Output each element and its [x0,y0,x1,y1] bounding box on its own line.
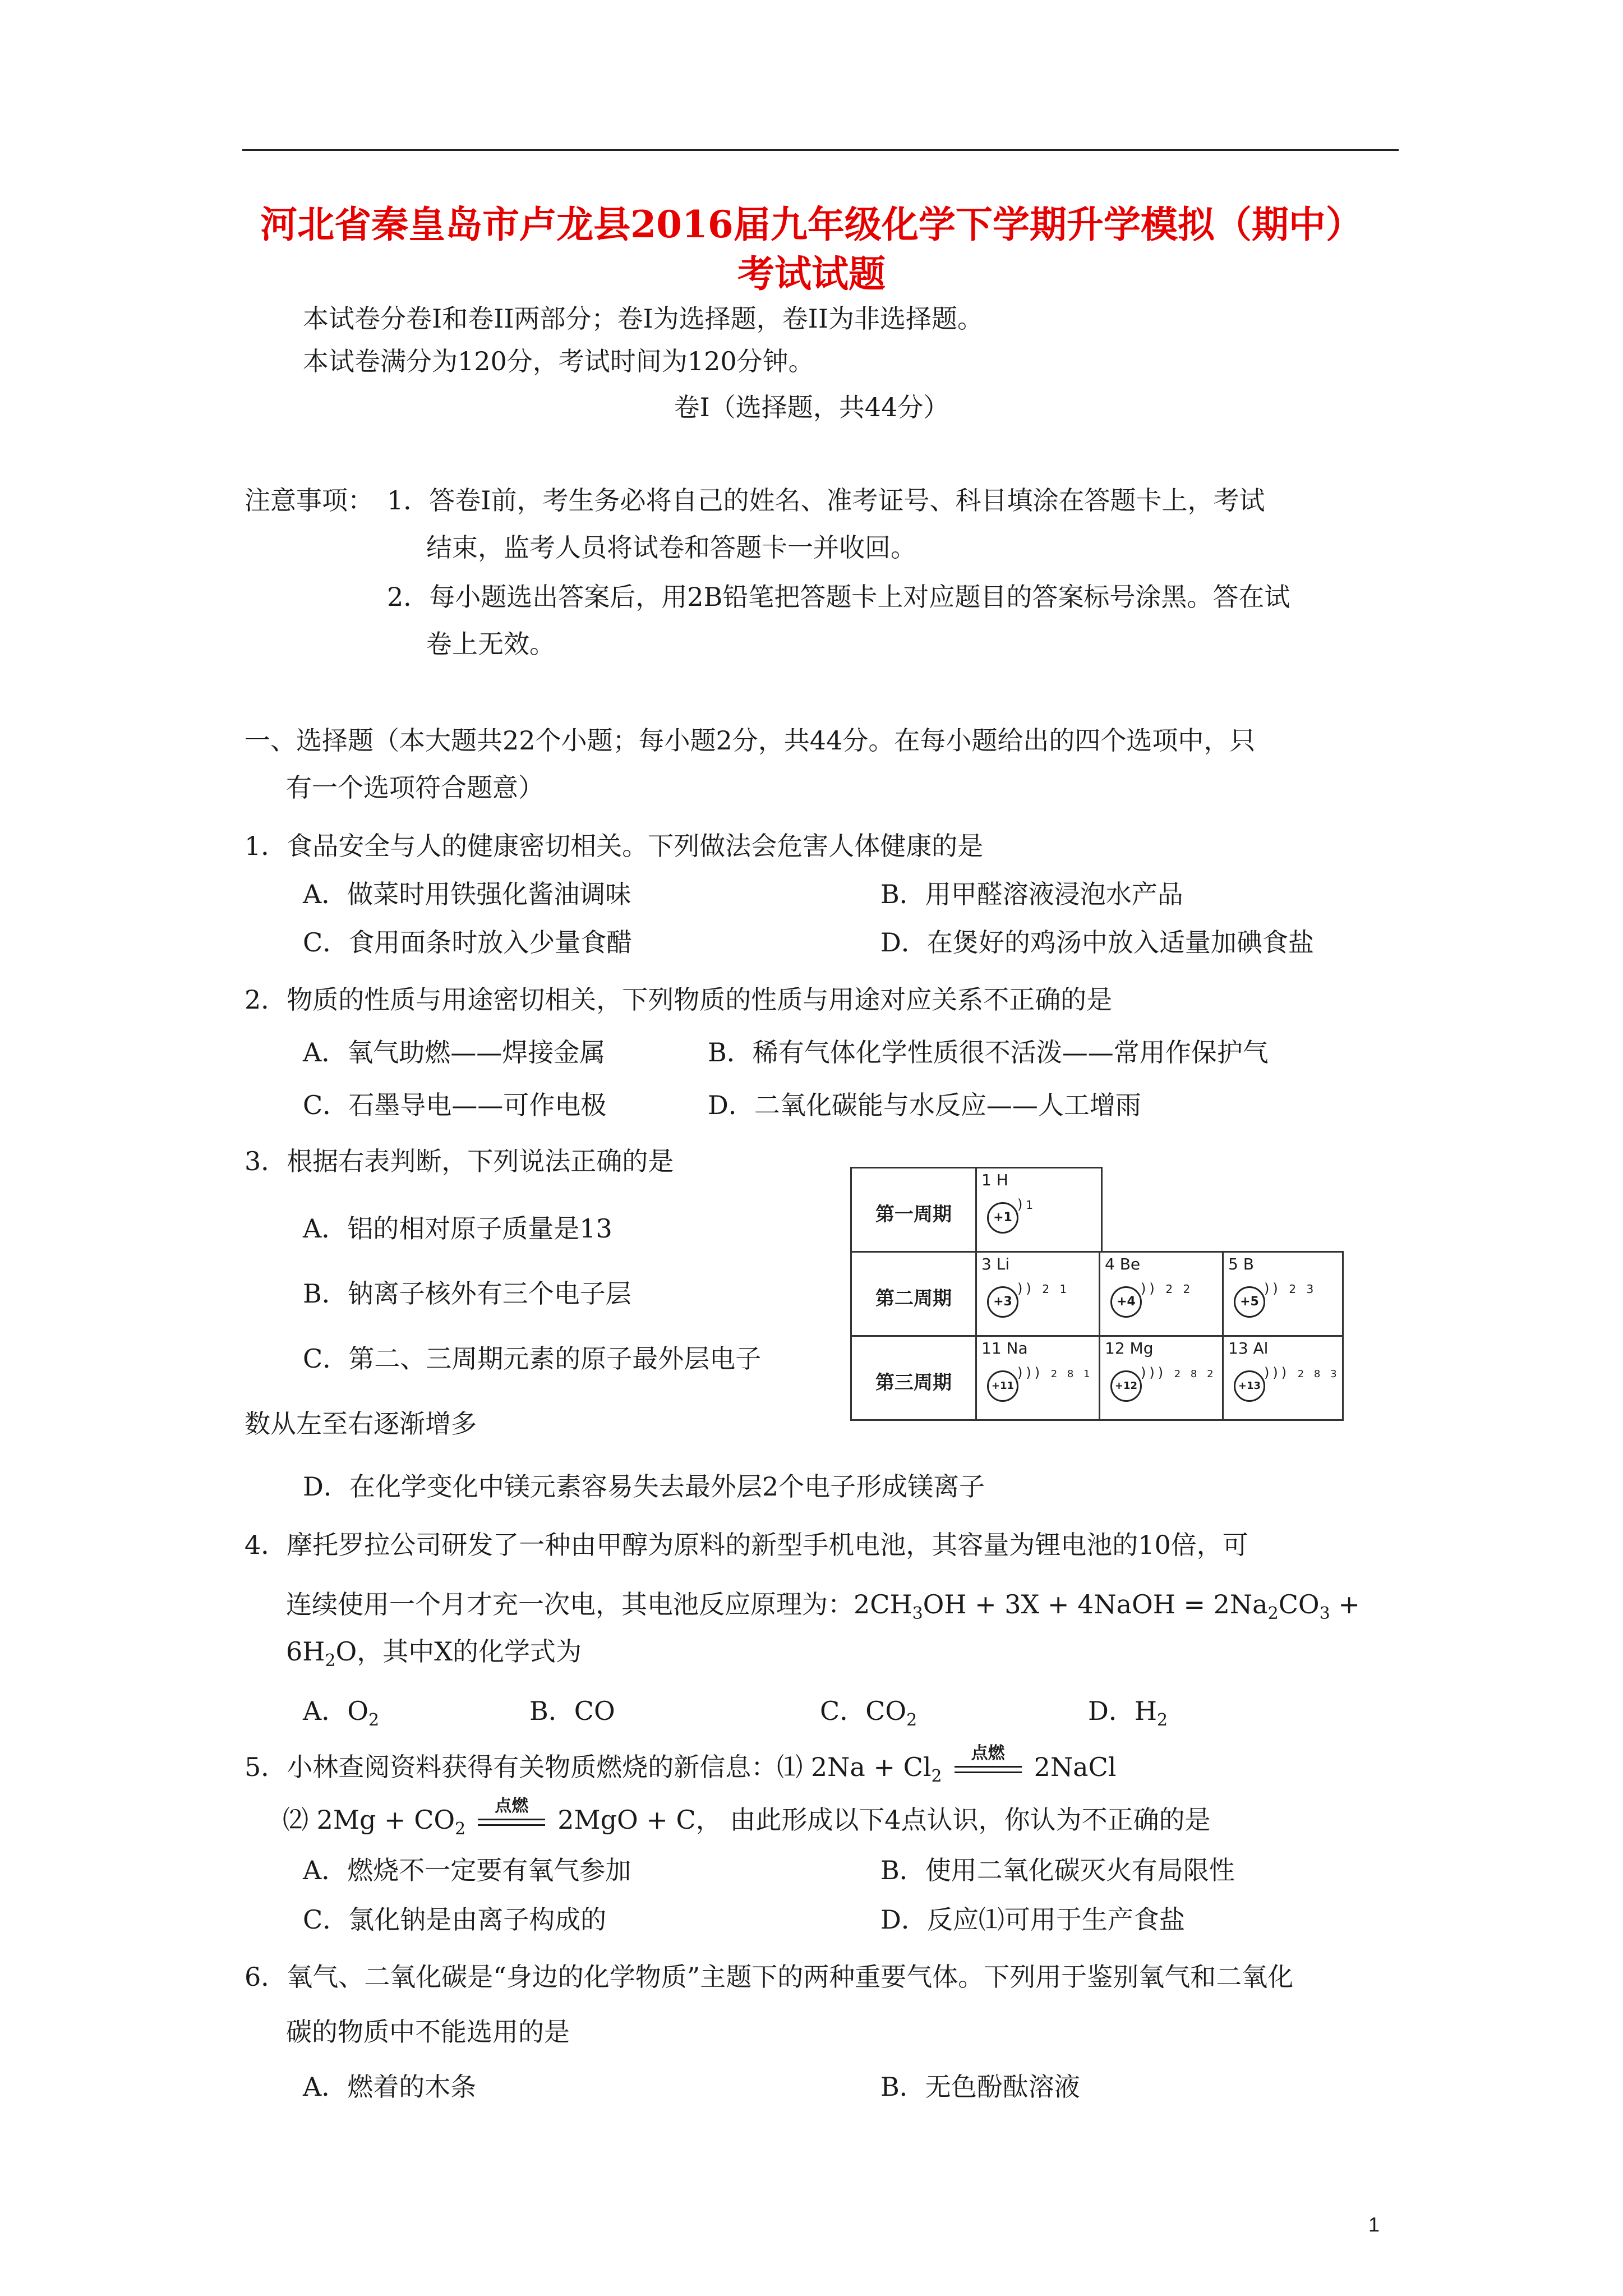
electron-shells: ))) 2 8 2 [1141,1365,1217,1381]
period-label: 第二周期 [875,1287,952,1310]
intro-line-2: 本试卷满分为120分，考试时间为120分钟。 [303,346,814,376]
section-title: 卷Ⅰ（选择题，共44分） [674,392,949,422]
header-rule [242,149,1399,151]
question-6-cont: 碳的物质中不能选用的是 [286,2017,570,2047]
periodic-table-figure [850,1167,1344,1425]
period-row-2 [850,1251,1344,1337]
element-symbol: 13 Al [1228,1339,1269,1358]
notice-2: 2．每小题选出答案后，用2B铅笔把答题卡上对应题目的答案标号涂黑。答在试 [387,582,1290,612]
element-cell [975,1337,1099,1419]
atom-nucleus: +11 [987,1370,1018,1402]
question-4: 4．摩托罗拉公司研发了一种由甲醇为原料的新型手机电池，其容量为锂电池的10倍，可 [245,1530,1248,1560]
electron-shells: ))) 2 8 1 [1017,1365,1094,1381]
period-label: 第一周期 [875,1203,952,1226]
element-symbol: 3 Li [981,1255,1010,1273]
reaction-arrow-ignite: 点燃 [478,1811,545,1833]
q4-option-a: A．$O_2$ [303,1696,380,1730]
q1-option-c: C．食用面条时放入少量食醋 [303,927,633,958]
period-row-1 [850,1167,1103,1253]
q4-option-b: B．CO [529,1696,615,1726]
q2-option-a: A．氧气助燃——焊接金属 [303,1037,606,1068]
question-3: 3．根据右表判断，下列说法正确的是 [245,1146,674,1176]
atom-nucleus: +1 [987,1202,1018,1234]
q4-option-d: D．$H_2$ [1088,1696,1168,1730]
electron-shells: )) 2 3 [1264,1281,1317,1296]
q5-option-a: A．燃烧不一定要有氧气参加 [303,1855,631,1885]
atom-nucleus: +3 [987,1286,1018,1318]
q3-option-d: D．在化学变化中镁元素容易失去最外层2个电子形成镁离子 [303,1471,985,1502]
q6-option-a: A．燃着的木条 [303,2072,477,2102]
period-label: 第三周期 [875,1372,952,1394]
notice-2-cont: 卷上无效。 [426,629,555,659]
q3-option-c-cont: 数从左至右逐渐增多 [245,1409,477,1439]
element-cell [1099,1337,1222,1419]
atom-nucleus: +4 [1110,1286,1142,1318]
question-5: 5．小林查阅资料获得有关物质燃烧的新信息：⑴ $2Na + Cl_2$ 点燃 2NaCl [245,1743,1117,1786]
notice-label: 注意事项： [245,485,374,516]
q5-option-d: D．反应⑴可用于生产食盐 [880,1904,1185,1935]
atom-nucleus: +5 [1234,1286,1265,1318]
page-number: 1 [1368,2213,1380,2236]
electron-shells: )1 [1017,1197,1037,1212]
element-symbol: 11 Na [981,1339,1028,1358]
reaction-arrow-ignite: 点燃 [955,1758,1022,1780]
q3-option-c: C．第二、三周期元素的原子最外层电子 [303,1343,762,1374]
question-4-equation: 连续使用一个月才充一次电，其电池反应原理为：$2CH_3OH + 3X$ + 4NaOH = $2Na_2CO_3$ + [286,1589,1360,1623]
atom-nucleus: +13 [1234,1370,1265,1402]
electron-shells: )) 2 2 [1141,1281,1194,1296]
question-1: 1．食品安全与人的健康密切相关。下列做法会危害人体健康的是 [245,831,984,861]
part-one-heading-cont: 有一个选项符合题意） [286,772,544,803]
q1-option-d: D．在煲好的鸡汤中放入适量加碘食盐 [880,927,1314,958]
question-2: 2．物质的性质与用途密切相关，下列物质的性质与用途对应关系不正确的是 [245,984,1113,1015]
question-6: 6．氧气、二氧化碳是“身边的化学物质”主题下的两种重要气体。下列用于鉴别氧气和二氧化 [245,1962,1294,1992]
intro-line-1: 本试卷分卷Ⅰ和卷II两部分；卷Ⅰ为选择题，卷II为非选择题。 [303,303,984,334]
element-symbol: 5 B [1228,1255,1254,1273]
q4-option-c: C．$CO_2$ [820,1696,917,1730]
q5-option-b: B．使用二氧化碳灭火有局限性 [880,1855,1235,1885]
element-cell [1222,1337,1342,1419]
electron-shells: )) 2 1 [1017,1281,1071,1296]
q6-option-b: B．无色酚酞溶液 [880,2072,1080,2102]
element-symbol: 1 H [981,1171,1008,1189]
element-cell [975,1168,1103,1251]
element-cell [1099,1253,1222,1335]
notice-1: 1．答卷Ⅰ前，考生务必将自己的姓名、准考证号、科目填涂在答题卡上，考试 [387,485,1265,516]
q3-option-b: B．钠离子核外有三个电子层 [303,1278,631,1309]
page-title-line2: 考试试题 [737,252,886,296]
atom-nucleus: +12 [1110,1370,1142,1402]
q2-option-d: D．二氧化碳能与水反应——人工增雨 [708,1090,1141,1120]
element-cell [1222,1253,1342,1335]
q1-option-a: A．做菜时用铁强化酱油调味 [303,879,631,909]
period-row-3 [850,1335,1344,1421]
q1-option-b: B．用甲醛溶液浸泡水产品 [880,879,1183,909]
element-symbol: 4 Be [1105,1255,1141,1273]
q5-option-c: C．氯化钠是由离子构成的 [303,1904,607,1935]
element-cell [975,1253,1099,1335]
part-one-heading: 一、选择题（本大题共22个小题；每小题2分，共44分。在每小题给出的四个选项中，只 [245,725,1256,756]
q2-option-b: B．稀有气体化学性质很不活泼——常用作保护气 [708,1037,1269,1068]
notice-1-cont: 结束，监考人员将试卷和答题卡一并收回。 [426,532,916,563]
element-symbol: 12 Mg [1105,1339,1154,1358]
electron-shells: ))) 2 8 3 [1264,1365,1340,1381]
q3-option-a: A．铝的相对原子质量是13 [303,1213,612,1244]
question-5-reaction-2: ⑵ $2Mg + CO_2$ 点燃 2MgO + C， 由此形成以下4点认识，你认为不正确的是 [283,1796,1211,1839]
q2-option-c: C．石墨导电——可作电极 [303,1090,607,1120]
question-4-cont: $6H_2O$，其中X的化学式为 [286,1636,582,1671]
page-title: 河北省秦皇岛市卢龙县2016届九年级化学下学期升学模拟（期中） [260,203,1363,246]
